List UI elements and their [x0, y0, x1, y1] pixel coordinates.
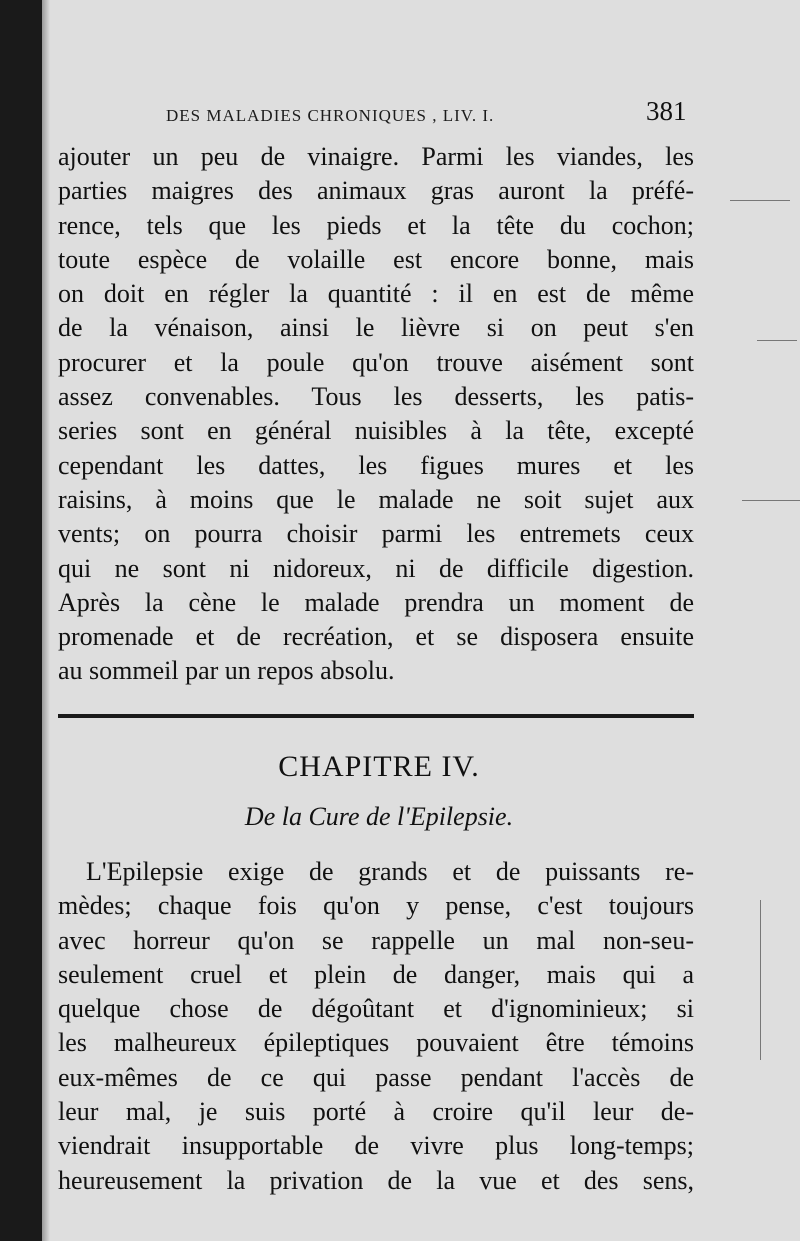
text-line: Après la cène le malade prendra un moment de [58, 587, 694, 617]
text-line: qui ne sont ni nidoreux, ni de difficile digestion. [58, 553, 694, 583]
text-line: L'Epilepsie exige de grands et de puissants re- [86, 857, 694, 886]
page-number: 381 [646, 96, 687, 126]
text-line: toute espèce de volaille est encore bonne, mais [58, 244, 694, 274]
text-line: leur mal, je suis porté à croire qu'il leur de- [58, 1097, 694, 1127]
page-header [42, 96, 800, 136]
text-line: procurer et la poule qu'on trouve aisément sont [58, 347, 694, 377]
text-line: avec horreur qu'on se rappelle un mal non-seu- [58, 925, 694, 955]
paragraph-epilepsy [58, 855, 694, 1198]
text-line: eux-mêmes de ce qui passe pendant l'accès de [58, 1062, 694, 1092]
margin-mark [742, 500, 800, 501]
chapter-subtitle: De la Cure de l'Epilepsie. [244, 802, 514, 831]
text-line: viendrait insupportable de vivre plus long-temps; [58, 1131, 694, 1161]
text-line: cependant les dattes, les figues mures et les [58, 450, 694, 480]
text-line: rence, tels que les pieds et la tête du cochon; [58, 210, 694, 240]
text-line: promenade et de recréation, et se disposera ensuite [58, 622, 694, 652]
margin-mark [757, 340, 797, 341]
chapter-title: CHAPITRE IV. [278, 750, 480, 783]
text-line: quelque chose de dégoûtant et d'ignominieux; si [58, 994, 694, 1024]
paragraph-diet [58, 140, 694, 689]
text-line: seulement cruel et plein de danger, mais qui a [58, 959, 694, 989]
chapter-divider-rule [58, 714, 694, 718]
text-line: raisins, à moins que le malade ne soit sujet aux [58, 484, 694, 514]
text-line: series sont en général nuisibles à la tête, excepté [58, 416, 694, 446]
text-line: au sommeil par un repos absolu. [58, 656, 395, 686]
text-line: mèdes; chaque fois qu'on y pense, c'est toujours [58, 891, 694, 921]
running-title: DES MALADIES CHRONIQUES , LIV. I. [166, 106, 495, 125]
book-page [42, 0, 800, 1241]
margin-mark [760, 900, 761, 1060]
text-line: vents; on pourra choisir parmi les entremets ceux [58, 519, 694, 549]
text-line: ajouter un peu de vinaigre. Parmi les viandes, les [58, 142, 694, 171]
text-line: parties maigres des animaux gras auront la préfé- [58, 176, 694, 206]
text-line: on doit en régler la quantité : il en est de même [58, 279, 694, 309]
margin-mark [730, 200, 790, 201]
text-line: les malheureux épileptiques pouvaient être témoins [58, 1028, 694, 1058]
text-line: assez convenables. Tous les desserts, les patis- [58, 382, 694, 412]
text-line: de la vénaison, ainsi le lièvre si on peut s'en [58, 313, 694, 343]
text-line: heureusement la privation de la vue et des sens, [58, 1165, 694, 1195]
